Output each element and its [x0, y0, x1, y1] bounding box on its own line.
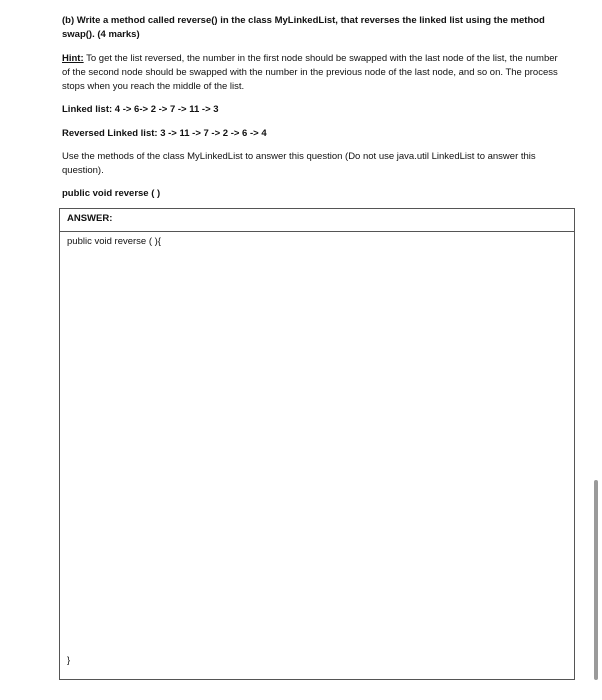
hint-label: Hint:	[62, 53, 84, 64]
vertical-scrollbar[interactable]	[594, 480, 598, 680]
instruction-text: Use the methods of the class MyLinkedList to answer this question (Do not use java.util LinkedList to answer this question).	[62, 151, 536, 176]
answer-first-line[interactable]: public void reverse ( ){	[67, 236, 161, 247]
reversed-list-example: Reversed Linked list: 3 -> 11 -> 7 -> 2 -> 6 -> 4	[62, 128, 267, 139]
question-heading: (b) Write a method called reverse() in the class MyLinkedList, that reverses the linked list using the method swap(). (4 marks)	[62, 15, 545, 40]
method-signature: public void reverse ( )	[62, 188, 161, 199]
answer-header: ANSWER:	[60, 209, 574, 232]
answer-closing-brace[interactable]: }	[67, 655, 71, 666]
hint-text: To get the list reversed, the number in the first node should be swapped with the last node of the list, the number of the second node should be swapped with the number in the previous node of the last node, and so on. The process stops when you reach the middle of the list.	[62, 53, 558, 92]
linked-list-example: Linked list: 4 -> 6-> 2 -> 7 -> 11 -> 3	[62, 104, 219, 115]
hint-paragraph	[62, 52, 562, 94]
answer-box[interactable]	[59, 208, 575, 680]
